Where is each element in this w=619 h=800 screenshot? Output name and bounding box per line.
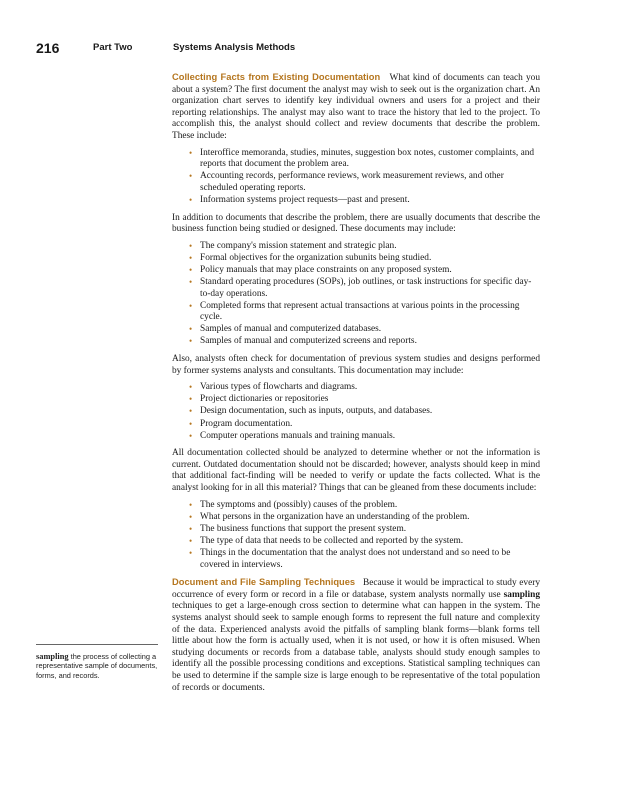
- list-item: • Project dictionaries or repositories: [189, 394, 540, 406]
- business-function-paragraph: In addition to documents that describe the problem, there are usually documents that describe the business function being studied or designed. These documents may include:: [172, 212, 540, 235]
- section-title: Systems Analysis Methods: [173, 42, 296, 53]
- running-header: [36, 40, 579, 60]
- gleaned-facts-list: [172, 500, 540, 572]
- business-documents-list: [172, 241, 540, 348]
- margin-term: sampling: [36, 652, 69, 661]
- sampling-text-a: Because it would be impractical to study every occurrence of every form or record in a file or database, system analysts normally use: [172, 578, 540, 600]
- list-item: • The business functions that support the present system.: [189, 524, 540, 536]
- main-text-column: [172, 72, 540, 699]
- sampling-text-b: techniques to get a large-enough cross section to determine what can happen in the system. The systems analyst should seek to sample enough forms to represent the full nature and complexity of the data. Experienced analysts avoid the pitfalls of sampling blank forms—blank forms tell little about how the form is actually used, when it is not used, or how it is often misused. When studying documents or records from a database table, analysts should study enough samples to identify all the possible processing conditions and exceptions. Statistical sampling techniques can be used to determine if the sample size is large enough to be representative of the total population of records or documents.: [172, 601, 540, 693]
- margin-definition: the process of collecting a representative sample of documents, forms, and records.: [36, 652, 158, 680]
- list-item: • Formal objectives for the organization subunits being studied.: [189, 253, 540, 265]
- problem-documents-list: [172, 148, 540, 207]
- collecting-facts-heading: Collecting Facts from Existing Documentation: [172, 72, 381, 82]
- sampling-paragraph: [172, 577, 540, 694]
- list-item: • Standard operating procedures (SOPs), job outlines, or task instructions for specific day-to-day operations.: [189, 277, 540, 300]
- margin-glossary-note: [36, 652, 158, 680]
- collecting-facts-paragraph: [172, 72, 540, 143]
- list-item: • What persons in the organization have an understanding of the problem.: [189, 512, 540, 524]
- list-item: • The symptoms and (possibly) causes of the problem.: [189, 500, 540, 512]
- previous-documentation-list: [172, 382, 540, 442]
- list-item: • Interoffice memoranda, studies, minutes, suggestion box notes, customer complaints, and reports that document the problem area.: [189, 148, 540, 171]
- intro-text: What kind of documents can teach you about a system? The first document the analyst may wish to seek out is the organization chart. An organization chart serves to identify key individual owners and users for a project and their reporting relationships. The analyst may also want to trace the history that led to the project. To accomplish this, the analyst should collect and review documents that describe the problem. These include:: [172, 73, 540, 141]
- list-item: • Samples of manual and computerized databases.: [189, 324, 540, 336]
- list-item: • Policy manuals that may place constraints on any proposed system.: [189, 265, 540, 277]
- margin-note-rule: [36, 644, 158, 645]
- previous-studies-paragraph: Also, analysts often check for documentation of previous system studies and designs performed by former systems analysts and consultants. This documentation may include:: [172, 354, 540, 376]
- list-item: • Completed forms that represent actual transactions at various points in the processing cycle.: [189, 301, 540, 324]
- sampling-heading: Document and File Sampling Techniques: [172, 577, 356, 588]
- list-item: • Computer operations manuals and training manuals.: [189, 431, 540, 443]
- list-item: • Various types of flowcharts and diagrams.: [189, 382, 540, 394]
- analysis-paragraph: All documentation collected should be analyzed to determine whether or not the information is current. Outdated documentation should not be discarded; however, analysts should keep in mind that additional fact-finding will be needed to verify or update the facts collected. What is the analyst looking for in all this material? Things that can be gleaned from these documents include:: [172, 448, 540, 493]
- page-number: 216: [36, 40, 60, 56]
- list-item: • Accounting records, performance reviews, work measurement reviews, and other scheduled operating reports.: [189, 171, 540, 194]
- part-label: Part Two: [93, 42, 133, 53]
- list-item: • The company's mission statement and strategic plan.: [189, 241, 540, 253]
- list-item: • Information systems project requests—past and present.: [189, 195, 540, 207]
- list-item: • Design documentation, such as inputs, outputs, and databases.: [189, 406, 540, 418]
- sampling-keyword: sampling: [503, 589, 540, 600]
- list-item: • Program documentation.: [189, 419, 540, 431]
- list-item: • Things in the documentation that the analyst does not understand and so need to be covered in interviews.: [189, 548, 540, 571]
- list-item: • Samples of manual and computerized screens and reports.: [189, 336, 540, 348]
- list-item: • The type of data that needs to be collected and reported by the system.: [189, 536, 540, 548]
